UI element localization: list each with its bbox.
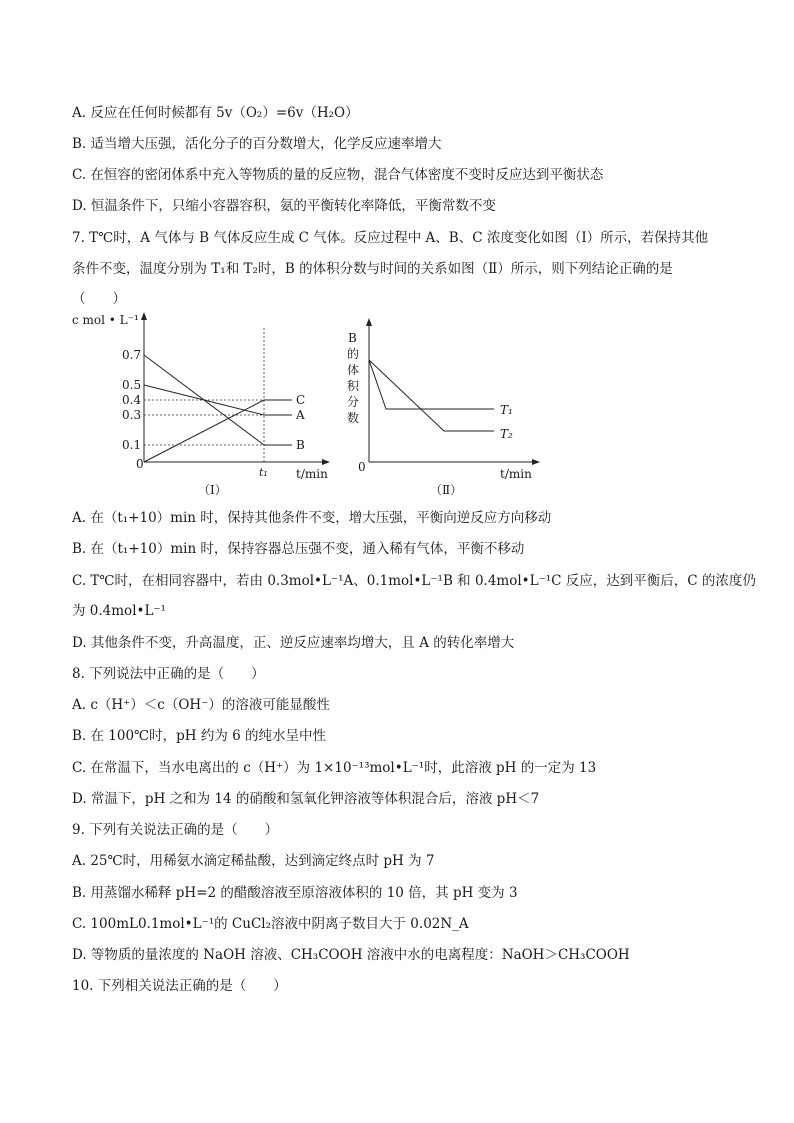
fig1-ylabel: c mol • L⁻¹ [72,313,139,327]
q6-option-b: B. 适当增大压强，活化分子的百分数增大，化学反应速率增大 [72,136,442,152]
fig2-y-arrow [366,318,372,326]
q7-option-d: D. 其他条件不变，升高温度，正、逆反应速率均增大，且 A 的转化率增大 [72,635,515,651]
fig2-ylabel-char-5: 数 [347,411,360,425]
q8-option-d: D. 常温下，pH 之和为 14 的硝酸和氢氧化钾溶液等体积混合后，溶液 pH＜7 [72,791,540,807]
fig2-ylabel-char-0: B [348,331,357,345]
fig1-label-b: B [296,438,305,452]
fig2-ylabel-char-3: 积 [347,379,360,393]
q7-figures [64,308,544,504]
q6-option-d: D. 恒温条件下，只缩小容器容积，氨的平衡转化率降低，平衡常数不变 [72,198,496,214]
fig2-caption: （Ⅱ） [430,483,463,497]
fig1-ytick-0.3: 0.3 [122,408,142,422]
fig1-caption: （Ⅰ） [198,483,227,497]
q9-option-b: B. 用蒸馏水稀释 pH=2 的醋酸溶液至原溶液体积的 10 倍，其 pH 变为 3 [72,885,518,901]
q7-figures-svg [64,308,544,500]
q9-option-c: C. 100mL0.1mol•L⁻¹的 CuCl₂溶液中阴离子数目大于 0.02N_A [72,916,469,932]
q10-stem: 10. 下列相关说法正确的是（ ） [72,978,287,994]
q7-stem-line1: 7. T℃时，A 气体与 B 气体反应生成 C 气体。反应过程中 A、B、C 浓度变化如图（Ⅰ）所示，若保持其他 [72,230,709,246]
q7-option-a: A. 在（t₁+10）min 时，保持其他条件不变，增大压强，平衡向逆反应方向移动 [72,510,552,526]
fig1-xlabel: t/min [296,467,328,481]
fig1-ytick-0.1: 0.1 [122,438,142,452]
fig2-ylabel-char-4: 分 [347,395,360,409]
q8-option-c: C. 在常温下，当水电离出的 c（H⁺）为 1×10⁻¹³mol•L⁻¹时，此溶液 pH 的一定为 13 [72,760,597,776]
fig1-curve-c [144,400,292,462]
fig1-t1-label: t₁ [259,466,268,479]
fig2-curve-t1 [369,360,494,409]
q7-stem-line3: （ ） [72,291,126,307]
q8-stem: 8. 下列说法中正确的是（ ） [72,666,265,682]
fig1-label-a: A [296,408,305,422]
fig1-y-arrow [141,312,147,320]
figure-2 [347,318,540,497]
q6-option-c: C. 在恒容的密闭体系中充入等物质的量的反应物，混合气体密度不变时反应达到平衡状态 [72,167,604,183]
fig2-curve-t2 [369,360,494,431]
fig1-ytick-0.4: 0.4 [122,393,142,407]
q8-option-b: B. 在 100℃时，pH 约为 6 的纯水呈中性 [72,728,327,744]
fig1-label-c: C [296,393,306,407]
q9-stem: 9. 下列有关说法正确的是（ ） [72,822,279,838]
fig2-origin: 0 [358,460,366,474]
fig2-label-t1: T₁ [500,403,513,417]
fig2-ylabel-char-1: 的 [347,347,360,361]
q7-option-b: B. 在（t₁+10）min 时，保持容器总压强不变，通入稀有气体，平衡不移动 [72,541,525,557]
fig1-ytick-0.7: 0.7 [122,348,142,362]
q9-option-d: D. 等物质的量浓度的 NaOH 溶液、CH₃COOH 溶液中水的电离程度：NaOH＞CH₃COOH [72,947,630,963]
fig1-x-arrow [322,459,330,465]
fig2-label-t2: T₂ [500,427,513,441]
fig2-x-arrow [532,459,540,465]
q7-option-c-line1: C. T℃时，在相同容器中，若由 0.3mol•L⁻¹A、0.1mol•L⁻¹B 和 0.4mol•L⁻¹C 反应，达到平衡后，C 的浓度仍 [72,573,756,589]
fig2-ylabel-char-2: 体 [347,363,360,377]
q7-option-c-line2: 为 0.4mol•L⁻¹ [72,603,166,619]
figure-1 [72,312,330,497]
fig1-ytick-0.5: 0.5 [122,378,142,392]
fig1-origin: 0 [136,457,144,471]
q9-option-a: A. 25℃时，用稀氨水滴定稀盐酸，达到滴定终点时 pH 为 7 [72,853,435,869]
fig2-xlabel: t/min [500,467,532,481]
q6-option-a: A. 反应在任何时候都有 5v（O₂）=6v（H₂O） [72,105,359,121]
q7-stem-line2: 条件不变，温度分别为 T₁和 T₂时，B 的体积分数与时间的关系如图（Ⅱ）所示，则下列结论正确的是 [72,261,673,277]
q8-option-a: A. c（H⁺）＜c（OH⁻）的溶液可能显酸性 [72,697,330,713]
